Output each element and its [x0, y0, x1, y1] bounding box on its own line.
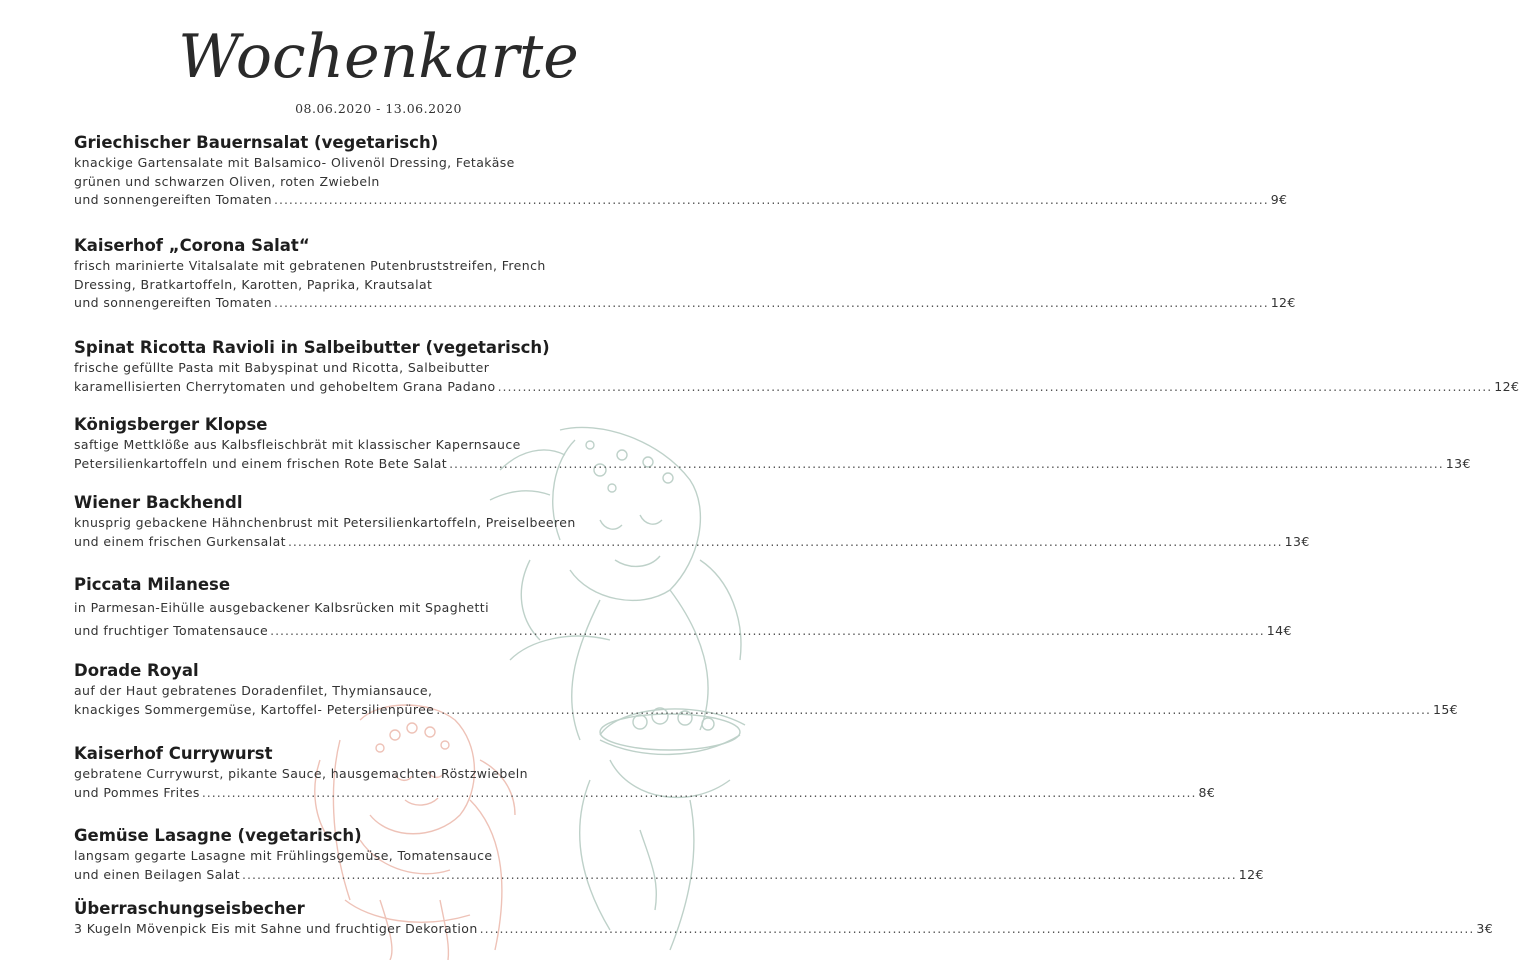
dot-leader: ........................................................................................................................................................................................................ [287, 533, 1283, 549]
menu-item-name: Spinat Ricotta Ravioli in Salbeibutter (vegetarisch) [74, 338, 550, 357]
menu-item-description: und fruchtiger Tomatensauce [74, 622, 269, 638]
menu-item [74, 338, 1519, 396]
menu-item [74, 899, 1494, 939]
menu-item [74, 133, 1288, 210]
menu-item-name: Königsberger Klopse [74, 415, 268, 434]
menu-item-price-line [74, 701, 1459, 720]
dot-leader: ........................................................................................................................................................................................................ [274, 295, 1269, 310]
menu-item-name: Kaiserhof „Corona Salat“ [74, 236, 310, 255]
menu-item-description: und Pommes Frites [74, 784, 200, 800]
menu-date-range: 08.06.2020 - 13.06.2020 [295, 101, 462, 116]
menu-item-price-line [74, 866, 1264, 885]
dot-leader: ........................................................................................................................................................................................................ [274, 192, 1269, 207]
menu-item-description: saftige Mettklöße aus Kalbsfleischbrät mit klassischer Kapernsauce [74, 437, 521, 452]
dot-leader: ........................................................................................................................................................................................................ [449, 455, 1444, 471]
menu-item-description: und sonnengereiften Tomaten [74, 192, 273, 207]
menu-item-description: in Parmesan-Eihülle ausgebackener Kalbsrücken mit Spaghetti [74, 600, 489, 615]
menu-title: Wochenkarte [178, 22, 579, 92]
menu-item [74, 415, 1471, 473]
menu-item-price-line [74, 378, 1519, 397]
menu-item-name: Kaiserhof Currywurst [74, 744, 273, 763]
menu-item-description: und sonnengereiften Tomaten [74, 295, 273, 310]
menu-item-description: und einem frischen Gurkensalat [74, 533, 286, 549]
menu-item-description: gebratene Currywurst, pikante Sauce, hausgemachten Röstzwiebeln [74, 766, 529, 781]
menu-item-price-line [74, 920, 1494, 939]
menu-item-name: Piccata Milanese [74, 575, 231, 594]
menu-item-description: Dressing, Bratkartoffeln, Karotten, Paprika, Krautsalat [74, 276, 433, 292]
menu-item-name: Dorade Royal [74, 661, 199, 680]
menu-item [74, 493, 1310, 551]
menu-item-name: Wiener Backhendl [74, 493, 243, 512]
dot-leader: ........................................................................................................................................................................................................ [201, 784, 1197, 800]
menu-item-description: 3 Kugeln Mövenpick Eis mit Sahne und fruchtiger Dekoration [74, 921, 478, 936]
menu-item-description: knackiges Sommergemüse, Kartoffel- Petersilienpüree [74, 701, 435, 717]
menu-item-description: auf der Haut gebratenes Doradenfilet, Thymiansauce, [74, 683, 433, 698]
menu-item-price: 13€ [1284, 533, 1310, 549]
menu-item-description: knusprig gebackene Hähnchenbrust mit Petersilienkartoffeln, Preiselbeeren [74, 515, 576, 530]
menu-item-price: 12€ [1238, 866, 1264, 882]
menu-item-price-line [74, 784, 1216, 803]
menu-item [74, 744, 1216, 802]
menu-item-description: karamellisierten Cherrytomaten und gehobeltem Grana Padano [74, 378, 496, 394]
menu-item-price: 13€ [1445, 455, 1471, 471]
menu-item-price: 9€ [1270, 192, 1288, 207]
menu-item [74, 236, 1296, 313]
menu-item-price: 12€ [1494, 378, 1519, 394]
menu-item-description: und einen Beilagen Salat [74, 866, 241, 882]
menu-item-description: frisch marinierte Vitalsalate mit gebratenen Putenbruststreifen, French [74, 258, 546, 273]
menu-item-description: grünen und schwarzen Oliven, roten Zwiebeln [74, 173, 380, 189]
menu-item-description: frische gefüllte Pasta mit Babyspinat und Ricotta, Salbeibutter [74, 360, 490, 375]
menu-item-name: Gemüse Lasagne (vegetarisch) [74, 826, 362, 845]
menu-item-name: Griechischer Bauernsalat (vegetarisch) [74, 133, 439, 152]
menu-item-price: 8€ [1198, 784, 1216, 800]
dot-leader: ........................................................................................................................................................................................................ [479, 921, 1475, 936]
menu-item-description: Petersilienkartoffeln und einem frischen Rote Bete Salat [74, 455, 448, 471]
dot-leader: ........................................................................................................................................................................................................ [497, 378, 1493, 394]
menu-item [74, 826, 1264, 884]
menu-item-price-line [74, 294, 1296, 313]
menu-item-price-line [74, 533, 1310, 552]
menu-item-price: 15€ [1432, 701, 1459, 717]
menu-item-description: knackige Gartensalate mit Balsamico- Olivenöl Dressing, Fetakäse [74, 155, 515, 170]
menu-item-name: Überraschungseisbecher [74, 899, 305, 918]
menu-item-description: langsam gegarte Lasagne mit Frühlingsgemüse, Tomatensauce [74, 848, 493, 863]
dot-leader: ........................................................................................................................................................................................................ [436, 701, 1431, 717]
menu-item-price: 12€ [1270, 295, 1296, 310]
menu-item [74, 661, 1459, 719]
menu-item-price: 3€ [1476, 921, 1494, 936]
menu-item-price-line [74, 455, 1471, 474]
menu-item [74, 575, 1292, 640]
dot-leader: ........................................................................................................................................................................................................ [270, 622, 1265, 638]
menu-item-price: 14€ [1266, 622, 1292, 638]
dot-leader: ........................................................................................................................................................................................................ [242, 866, 1237, 882]
menu-item-price-line [74, 622, 1292, 641]
menu-item-price-line [74, 191, 1288, 210]
